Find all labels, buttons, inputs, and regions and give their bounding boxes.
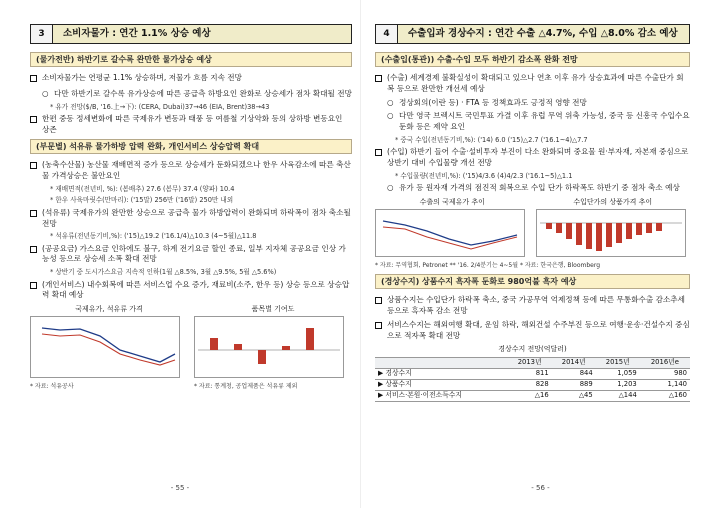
table-row <box>375 380 690 391</box>
table-cell: 1,059 <box>596 369 640 380</box>
footnote: * 석유류(전년동기비,%): ('15)△19.2 ('16.1/4)△10.3 (4~5월)△11.8 <box>50 232 257 241</box>
table-cell: 889 <box>552 380 596 391</box>
checkbox-bullet-icon <box>375 149 382 156</box>
chart-source: * 자료: 무역협회, Petronet ** '16. 2/4분기는 4~5월 * 자료: 한국은행, Bloomberg <box>375 261 601 269</box>
paragraph: 상품수지는 수입단가 하락폭 축소, 중국 가공무역 억제정책 등에 따른 무통화수출 감소추세 등으로 흑자폭 감소 전망 <box>375 295 690 317</box>
checkbox-bullet-icon <box>30 162 37 169</box>
import-price-chart-graphic <box>536 209 686 257</box>
paragraph: 서비스수지는 해외여행 확대, 운임 하락, 해외건설 수주부진 등으로 여행·운송·건설수지 중심으로 적자폭 확대 전망 <box>375 320 690 342</box>
footnote: * 재배면적(전년비, %): (봄배추) 27.6 (봄무) 37.4 (양파) 10.4 <box>50 185 235 194</box>
subheading <box>375 274 690 289</box>
table-cell: △144 <box>596 391 640 402</box>
current-account-table <box>375 357 690 402</box>
chart-source: * 자료: 통계청, 공업제품은 석유류 제외 <box>194 382 298 390</box>
table-cell: 1,140 <box>640 380 690 391</box>
right-page <box>360 0 720 508</box>
section-title: 소비자물가 : 연간 1.1% 상승 예상 <box>53 25 351 43</box>
chart-row <box>375 198 690 261</box>
table-header-cell <box>375 358 508 369</box>
export-oil-chart-graphic <box>375 209 525 257</box>
page-number: - 56 - <box>531 484 550 493</box>
section-number: 4 <box>376 25 398 43</box>
subheading <box>30 52 352 67</box>
table-cell: 844 <box>552 369 596 380</box>
table-cell: △160 <box>640 391 690 402</box>
subheading-text: (물가전반) 하반기로 갈수록 완만한 물가상승 예상 <box>36 54 212 64</box>
table-header-cell: 2014년 <box>552 358 596 369</box>
checkbox-bullet-icon <box>30 116 37 123</box>
checkbox-bullet-icon <box>30 210 37 217</box>
checkbox-bullet-icon <box>30 282 37 289</box>
page-number: - 55 - <box>170 484 190 493</box>
section-number: 3 <box>31 25 53 43</box>
paragraph: 한편 중동 정세변화에 따른 국제유가 변동과 태풍 등 여름철 기상악화 등의 상하방 변동요인 상존 <box>30 114 352 136</box>
subheading-text: (경상수지) 상품수지 흑자폭 둔화로 980억불 흑자 예상 <box>381 277 577 287</box>
subheading-text: (부문별) 석유류 물가하방 압력 완화, 개인서비스 상승압력 확대 <box>36 142 260 152</box>
paragraph: 소비자물가는 연평균 1.1% 상승하며, 저물가 흐름 지속 전망 <box>30 73 352 86</box>
table-cell: ▶ 서비스·본원·이전소득수지 <box>375 391 508 402</box>
subheading <box>30 139 352 154</box>
paragraph: (석유류) 국제유가의 완만한 상승으로 공급측 물가 하방압력이 완화되며 하락폭이 점차 축소될 전망 <box>30 208 352 230</box>
table-row <box>375 391 690 402</box>
chart-source: * 자료: 석유공사 <box>30 382 74 390</box>
footnote: * 상반기 중 도시가스요금 지속적 인하(1월 △8.5%, 3월 △9.5%, 5월 △5.6%) <box>50 268 277 277</box>
paragraph: (수입) 하반기 들어 수출·설비투자 부진이 다소 완화되며 중요물 원·부자재, 자본재 중심으로 상반기 대비 수입물량 개선 전망 <box>375 147 690 169</box>
checkbox-bullet-icon <box>375 75 382 82</box>
footnote: * 중국 수입(전년동기비,%): ('14) 6.0 ('15)△2.7 ('16.1~4)△7.7 <box>395 135 588 144</box>
section-header <box>375 24 690 44</box>
contribution-chart <box>194 305 352 391</box>
chart-title: 국제유가, 석유류 가격 <box>75 305 143 314</box>
table-cell: ▶ 경상수지 <box>375 369 508 380</box>
table-header-cell: 2015년 <box>596 358 640 369</box>
subheading-text: (수출입(통관)) 수출·수입 모두 하반기 감소폭 완화 전망 <box>381 54 578 64</box>
export-oil-chart <box>375 198 530 261</box>
table-cell: △45 <box>552 391 596 402</box>
table-header-row <box>375 358 690 369</box>
chart-title: 품목별 기여도 <box>251 305 295 314</box>
checkbox-bullet-icon <box>30 75 37 82</box>
footnote: * 유가 전망($/B, '16.上→下): (CERA, Dubai)37→46 (EIA, Brent)38→43 <box>50 102 270 111</box>
chart-row <box>30 305 352 391</box>
table-cell: 1,203 <box>596 380 640 391</box>
sub-paragraph: ○ 정상회의(이란 등) · FTA 등 정책효과도 긍정적 영향 전망 <box>387 97 587 107</box>
contribution-chart-graphic <box>194 316 344 378</box>
chart-title: 수입단가의 상품가격 추이 <box>573 197 653 206</box>
table-cell: △16 <box>508 391 552 402</box>
sub-paragraph: ○ 다만 영국 브렉시트 국민투표 가결 이후 유럽 무역 위축 가능성, 중국 등 신흥국 수입수요 둔화 등은 제약 요인 <box>387 111 690 132</box>
checkbox-bullet-icon <box>30 246 37 253</box>
checkbox-bullet-icon <box>375 322 382 329</box>
section-title: 수출입과 경상수지 : 연간 수출 △4.7%, 수입 △8.0% 감소 예상 <box>398 25 689 43</box>
table-cell: 828 <box>508 380 552 391</box>
footnote: * 한우 사육마릿수(만마리): ('15말) 256만 ('16말) 250만 내외 <box>50 196 234 205</box>
table-cell: 811 <box>508 369 552 380</box>
table-header-cell: 2016년e <box>640 358 690 369</box>
section-header <box>30 24 352 44</box>
checkbox-bullet-icon <box>375 297 382 304</box>
oil-price-chart <box>30 305 188 391</box>
sub-paragraph: ○ 유가 등 원자재 가격의 점진적 회복으로 수입 단가 하락폭도 하반기 중 점차 축소 예상 <box>387 183 680 193</box>
table-cell: 980 <box>640 369 690 380</box>
footnote: * 수입물량(전년비,%): ('15)4/3.6 (4)4/2.3 ('16.1~5)△1.1 <box>395 171 573 180</box>
paragraph: (수출) 세계경제 불확실성이 확대되고 있으나 연초 이후 유가 상승효과에 따른 수출단가 회복 등으로 완만한 개선세 예상 <box>375 73 690 95</box>
paragraph: (개인서비스) 내수회복에 따른 서비스업 수요 증가, 재료비(소주, 한우 등) 상승 등으로 상승압력 확대 예상 <box>30 280 352 302</box>
table-row <box>375 369 690 380</box>
sub-paragraph: ○ 다만 하반기로 갈수록 유가상승에 따른 공급측 하방요인 완화로 상승세가 점차 확대될 전망 <box>42 88 352 98</box>
table-caption: 경상수지 전망(억달러) <box>498 345 567 354</box>
paragraph: (농축수산물) 농산물 재배면적 증가 등으로 상승세가 둔화되겠으나 한우 사육감소에 따른 축산물 가격상승은 불안요인 <box>30 160 352 182</box>
table-header-cell: 2013년 <box>508 358 552 369</box>
table-cell: ▶ 상품수지 <box>375 380 508 391</box>
subheading <box>375 52 690 67</box>
import-price-chart <box>536 198 691 261</box>
oil-price-chart-graphic <box>30 316 180 378</box>
chart-title: 수출의 국제유가 추이 <box>419 197 485 206</box>
paragraph: (공공요금) 가스요금 인하에도 불구, 하계 전기요금 할인 종료, 일부 지자체 공공요금 인상 가능성 등으로 상승세 소폭 확대 전망 <box>30 244 352 266</box>
